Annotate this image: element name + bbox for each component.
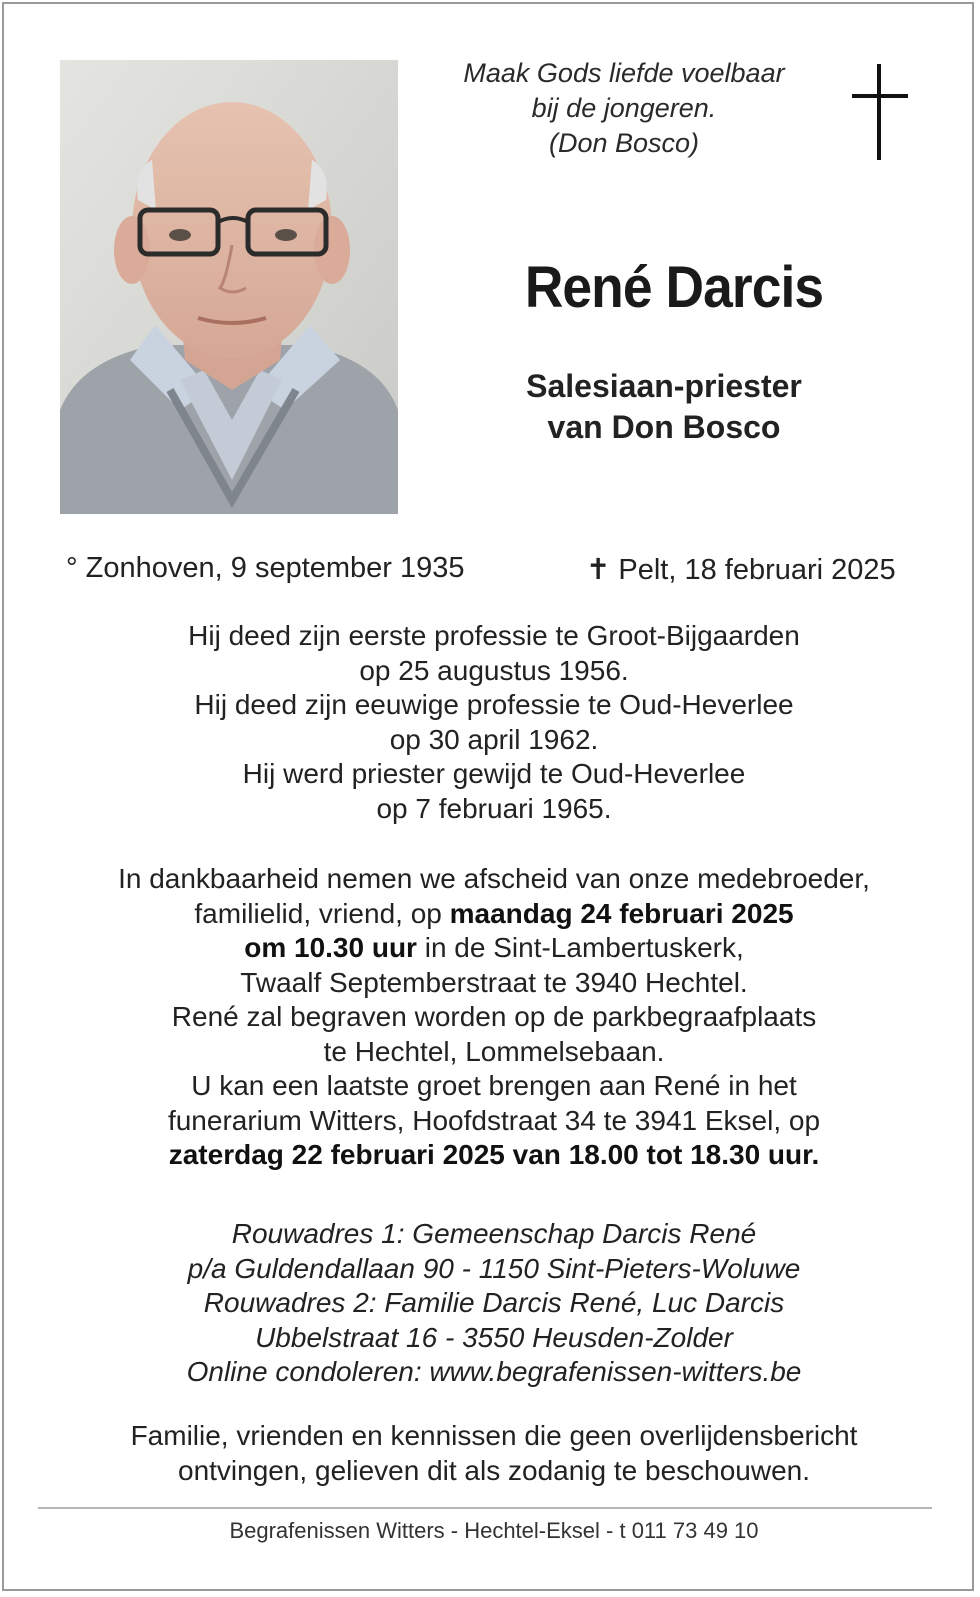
farewell-line: [44, 897, 944, 932]
address-line: Rouwadres 2: Familie Darcis René, Luc Darcis: [203, 1287, 785, 1318]
farewell-text: familielid, vriend, op: [194, 897, 450, 929]
farewell-text: in de Sint-Lambertuskerk,: [416, 932, 744, 963]
notice-line: Familie, vrienden en kennissen die geen overlijdensbericht: [130, 1420, 858, 1451]
portrait-photo: [60, 60, 398, 514]
funeral-home-footer: Begrafenissen Witters - Hechtel-Eksel - t 011 73 49 10: [229, 1518, 759, 1543]
address-block: [44, 1217, 944, 1390]
farewell-line: U kan een laatste groet brengen aan René in het: [191, 1070, 797, 1101]
address-line: Rouwadres 1: Gemeenschap Darcis René: [231, 1218, 757, 1249]
farewell-line: [44, 931, 944, 966]
divider: [38, 1507, 932, 1509]
address-line: Ubbelstraat 16 - 3550 Heusden-Zolder: [255, 1321, 733, 1353]
notice-line: ontvingen, gelieven dit als zodanig te beschouwen.: [178, 1454, 810, 1486]
farewell-line: [44, 1138, 944, 1173]
profession-line: Hij deed zijn eerste professie te Groot-Bijgaarden: [188, 620, 800, 651]
profession-line: Hij deed zijn eeuwige professie te Oud-Heverlee: [194, 689, 794, 720]
quote: [414, 56, 834, 161]
obituary-card: [2, 2, 974, 1591]
latin-cross-icon: [850, 64, 910, 160]
farewell-line: Twaalf Septemberstraat te 3940 Hechtel.: [240, 966, 748, 998]
deceased-name: René Darcis: [524, 255, 824, 320]
funeral-date: maandag 24 februari 2025: [449, 897, 794, 929]
subtitle-line: Salesiaan-priester: [526, 368, 802, 404]
notice-block: [44, 1419, 944, 1488]
profession-line: op 7 februari 1965.: [376, 792, 612, 824]
farewell-block: [44, 862, 944, 1173]
professions-block: [44, 619, 944, 826]
address-line: p/a Guldendallaan 90 - 1150 Sint-Pieters-Woluwe: [187, 1252, 801, 1284]
quote-line: Maak Gods liefde voelbaar: [463, 58, 785, 88]
deceased-title: [464, 366, 864, 448]
quote-line: bij de jongeren.: [531, 93, 717, 123]
farewell-line: René zal begraven worden op de parkbegraafplaats: [171, 1001, 817, 1032]
subtitle-line: van Don Bosco: [547, 409, 781, 445]
portrait-illustration: [60, 60, 398, 514]
birth-date: ° Zonhoven, 9 september 1935: [66, 552, 465, 584]
profession-line: op 30 april 1962.: [389, 723, 599, 755]
death-date: ✝ Pelt, 18 februari 2025: [586, 554, 896, 586]
farewell-line: In dankbaarheid nemen we afscheid van onze medebroeder,: [118, 863, 870, 894]
farewell-line: funerarium Witters, Hoofdstraat 34 te 3941 Eksel, op: [167, 1104, 821, 1136]
quote-line: (Don Bosco): [548, 128, 700, 158]
funeral-time: om 10.30 uur: [244, 932, 417, 963]
profession-line: Hij werd priester gewijd te Oud-Heverlee: [242, 758, 746, 789]
profession-line: op 25 augustus 1956.: [359, 654, 629, 686]
visitation-time: zaterdag 22 februari 2025 van 18.00 tot 18.30 uur.: [168, 1139, 820, 1170]
farewell-line: te Hechtel, Lommelsebaan.: [323, 1035, 665, 1067]
condolence-link[interactable]: Online condoleren: www.begrafenissen-witters.be: [186, 1356, 802, 1387]
